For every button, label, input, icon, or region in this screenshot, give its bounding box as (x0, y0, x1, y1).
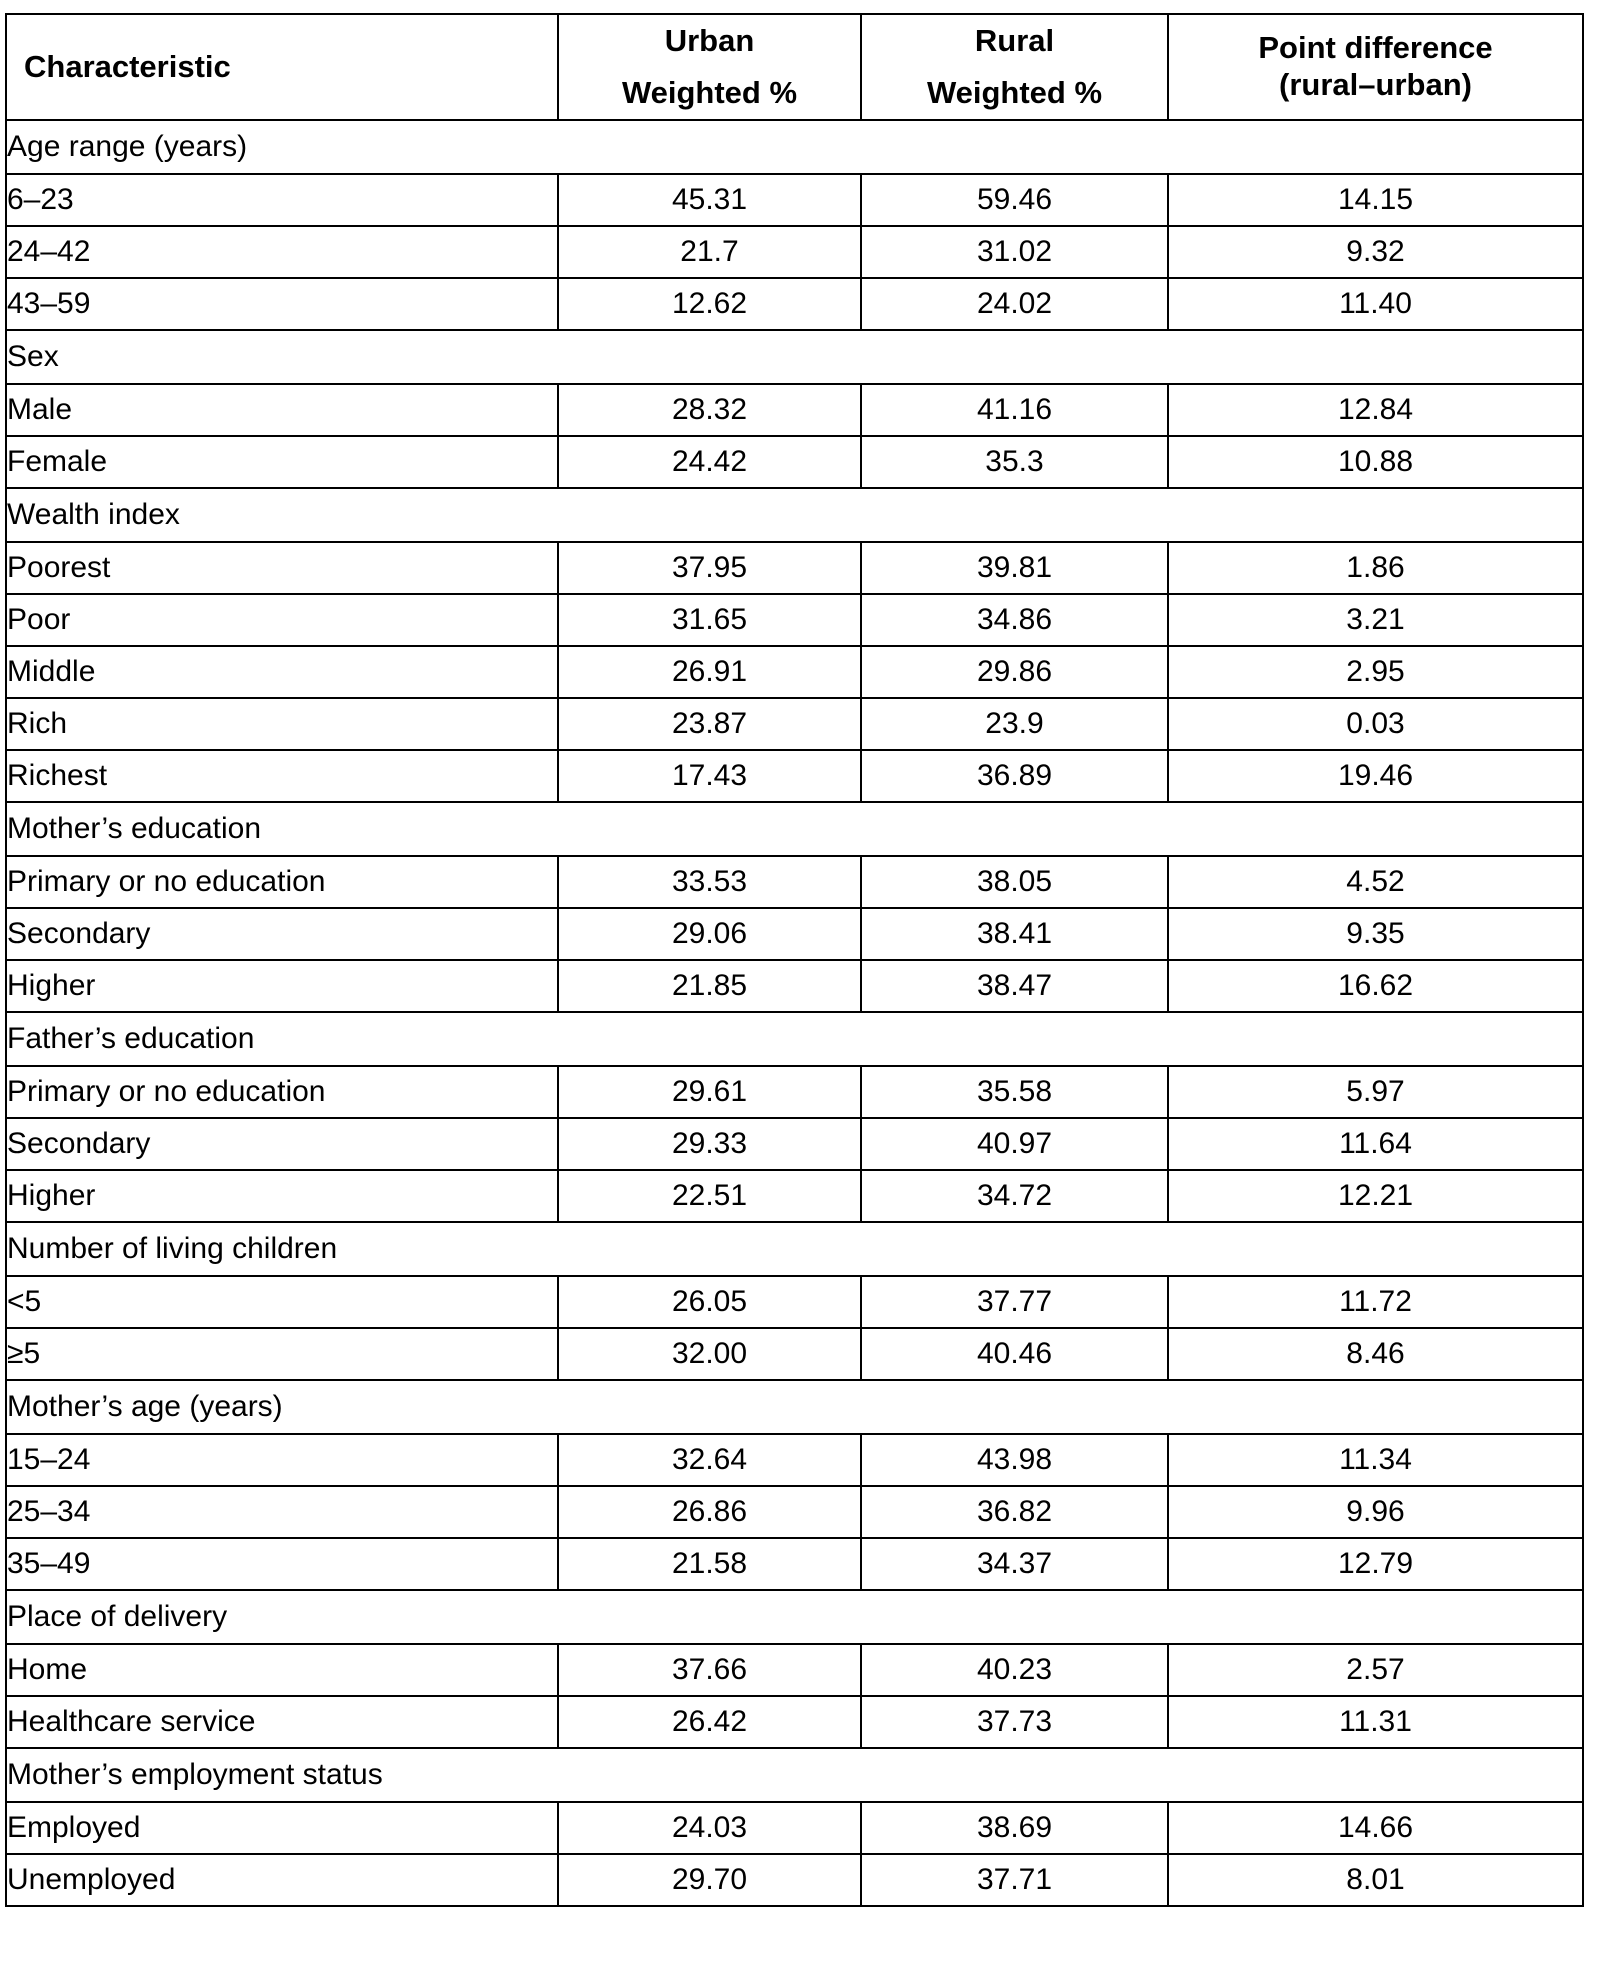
row-label: 43–59 (6, 278, 558, 330)
cell-rural-weighted: 40.23 (861, 1644, 1168, 1696)
row-label: Male (6, 384, 558, 436)
cell-point-difference: 14.15 (1168, 174, 1583, 226)
column-header-rural: Rural (861, 14, 1168, 67)
table-row (6, 436, 1583, 488)
cell-point-difference: 9.35 (1168, 908, 1583, 960)
cell-rural-weighted: 35.3 (861, 436, 1168, 488)
cell-urban-weighted: 26.42 (558, 1696, 861, 1748)
cell-point-difference: 9.32 (1168, 226, 1583, 278)
group-label: Age range (years) (6, 120, 1583, 174)
table-row (6, 1802, 1583, 1854)
cell-urban-weighted: 26.86 (558, 1486, 861, 1538)
table-row (6, 960, 1583, 1012)
row-label: Employed (6, 1802, 558, 1854)
row-label: Higher (6, 960, 558, 1012)
cell-urban-weighted: 29.61 (558, 1066, 861, 1118)
table-body (6, 120, 1583, 1906)
cell-urban-weighted: 21.58 (558, 1538, 861, 1590)
cell-rural-weighted: 38.69 (861, 1802, 1168, 1854)
row-label: ≥5 (6, 1328, 558, 1380)
group-label: Mother’s employment status (6, 1748, 1583, 1802)
table-group-row (6, 1590, 1583, 1644)
cell-urban-weighted: 28.32 (558, 384, 861, 436)
cell-point-difference: 11.31 (1168, 1696, 1583, 1748)
row-label: Secondary (6, 908, 558, 960)
cell-urban-weighted: 37.66 (558, 1644, 861, 1696)
table-row (6, 1276, 1583, 1328)
group-label: Mother’s age (years) (6, 1380, 1583, 1434)
cell-rural-weighted: 37.71 (861, 1854, 1168, 1906)
cell-urban-weighted: 24.42 (558, 436, 861, 488)
cell-rural-weighted: 36.82 (861, 1486, 1168, 1538)
cell-urban-weighted: 21.7 (558, 226, 861, 278)
table-row (6, 1854, 1583, 1906)
cell-rural-weighted: 31.02 (861, 226, 1168, 278)
cell-urban-weighted: 22.51 (558, 1170, 861, 1222)
group-label: Place of delivery (6, 1590, 1583, 1644)
cell-rural-weighted: 41.16 (861, 384, 1168, 436)
table-group-row (6, 1012, 1583, 1066)
cell-rural-weighted: 37.77 (861, 1276, 1168, 1328)
row-label: 25–34 (6, 1486, 558, 1538)
table-row (6, 1538, 1583, 1590)
cell-rural-weighted: 23.9 (861, 698, 1168, 750)
table-row (6, 542, 1583, 594)
cell-urban-weighted: 26.91 (558, 646, 861, 698)
column-subheader-urban-weighted: Weighted % (558, 67, 861, 120)
cell-urban-weighted: 29.33 (558, 1118, 861, 1170)
cell-urban-weighted: 23.87 (558, 698, 861, 750)
row-label: 6–23 (6, 174, 558, 226)
cell-point-difference: 14.66 (1168, 1802, 1583, 1854)
cell-urban-weighted: 32.00 (558, 1328, 861, 1380)
point-difference-line-2: (rural–urban) (1279, 67, 1472, 102)
table-row (6, 856, 1583, 908)
cell-rural-weighted: 40.97 (861, 1118, 1168, 1170)
cell-rural-weighted: 35.58 (861, 1066, 1168, 1118)
column-subheader-rural-weighted: Weighted % (861, 67, 1168, 120)
group-label: Number of living children (6, 1222, 1583, 1276)
cell-rural-weighted: 40.46 (861, 1328, 1168, 1380)
row-label: Richest (6, 750, 558, 802)
table-row (6, 594, 1583, 646)
row-label: 24–42 (6, 226, 558, 278)
row-label: Unemployed (6, 1854, 558, 1906)
table-row (6, 1696, 1583, 1748)
cell-urban-weighted: 24.03 (558, 1802, 861, 1854)
row-label: Secondary (6, 1118, 558, 1170)
cell-rural-weighted: 37.73 (861, 1696, 1168, 1748)
cell-urban-weighted: 33.53 (558, 856, 861, 908)
column-header-urban: Urban (558, 14, 861, 67)
cell-rural-weighted: 34.37 (861, 1538, 1168, 1590)
column-header-point-difference (1168, 14, 1583, 120)
cell-urban-weighted: 31.65 (558, 594, 861, 646)
row-label: 35–49 (6, 1538, 558, 1590)
cell-urban-weighted: 29.70 (558, 1854, 861, 1906)
cell-urban-weighted: 17.43 (558, 750, 861, 802)
cell-point-difference: 1.86 (1168, 542, 1583, 594)
cell-point-difference: 12.84 (1168, 384, 1583, 436)
row-label: Primary or no education (6, 856, 558, 908)
table-group-row (6, 488, 1583, 542)
cell-rural-weighted: 43.98 (861, 1434, 1168, 1486)
group-label: Father’s education (6, 1012, 1583, 1066)
table-row (6, 646, 1583, 698)
row-label: Healthcare service (6, 1696, 558, 1748)
cell-rural-weighted: 39.81 (861, 542, 1168, 594)
table-group-row (6, 330, 1583, 384)
table-row (6, 1170, 1583, 1222)
table-header (6, 14, 1583, 120)
row-label: Poorest (6, 542, 558, 594)
row-label: Poor (6, 594, 558, 646)
table-group-row (6, 1380, 1583, 1434)
cell-point-difference: 19.46 (1168, 750, 1583, 802)
cell-point-difference: 0.03 (1168, 698, 1583, 750)
table-group-row (6, 1222, 1583, 1276)
cell-urban-weighted: 12.62 (558, 278, 861, 330)
table-row (6, 226, 1583, 278)
table-row (6, 1066, 1583, 1118)
cell-urban-weighted: 37.95 (558, 542, 861, 594)
cell-point-difference: 16.62 (1168, 960, 1583, 1012)
row-label: Primary or no education (6, 1066, 558, 1118)
cell-point-difference: 4.52 (1168, 856, 1583, 908)
table-row (6, 384, 1583, 436)
cell-urban-weighted: 32.64 (558, 1434, 861, 1486)
cell-point-difference: 11.64 (1168, 1118, 1583, 1170)
cell-urban-weighted: 29.06 (558, 908, 861, 960)
cell-point-difference: 10.88 (1168, 436, 1583, 488)
cell-rural-weighted: 38.05 (861, 856, 1168, 908)
row-label: 15–24 (6, 1434, 558, 1486)
table-group-row (6, 1748, 1583, 1802)
cell-point-difference: 5.97 (1168, 1066, 1583, 1118)
cell-rural-weighted: 34.86 (861, 594, 1168, 646)
table-row (6, 174, 1583, 226)
column-header-characteristic: Characteristic (6, 14, 558, 120)
cell-rural-weighted: 34.72 (861, 1170, 1168, 1222)
cell-point-difference: 2.95 (1168, 646, 1583, 698)
cell-rural-weighted: 29.86 (861, 646, 1168, 698)
cell-point-difference: 8.01 (1168, 1854, 1583, 1906)
cell-rural-weighted: 24.02 (861, 278, 1168, 330)
cell-point-difference: 12.79 (1168, 1538, 1583, 1590)
header-row-primary (6, 14, 1583, 67)
table-row (6, 278, 1583, 330)
cell-urban-weighted: 45.31 (558, 174, 861, 226)
cell-rural-weighted: 59.46 (861, 174, 1168, 226)
table-row (6, 1434, 1583, 1486)
cell-point-difference: 11.72 (1168, 1276, 1583, 1328)
cell-rural-weighted: 38.47 (861, 960, 1168, 1012)
point-difference-line-1: Point difference (1258, 30, 1493, 66)
cell-rural-weighted: 36.89 (861, 750, 1168, 802)
table-row (6, 1118, 1583, 1170)
cell-point-difference: 9.96 (1168, 1486, 1583, 1538)
group-label: Wealth index (6, 488, 1583, 542)
row-label: Middle (6, 646, 558, 698)
characteristics-table (5, 13, 1584, 1907)
table-row (6, 698, 1583, 750)
table-row (6, 1486, 1583, 1538)
row-label: Higher (6, 1170, 558, 1222)
row-label: Female (6, 436, 558, 488)
table-group-row (6, 802, 1583, 856)
table-row (6, 1644, 1583, 1696)
cell-point-difference: 8.46 (1168, 1328, 1583, 1380)
table-row (6, 750, 1583, 802)
cell-point-difference: 12.21 (1168, 1170, 1583, 1222)
table-row (6, 908, 1583, 960)
group-label: Mother’s education (6, 802, 1583, 856)
cell-point-difference: 3.21 (1168, 594, 1583, 646)
cell-point-difference: 11.34 (1168, 1434, 1583, 1486)
row-label: <5 (6, 1276, 558, 1328)
cell-urban-weighted: 21.85 (558, 960, 861, 1012)
group-label: Sex (6, 330, 1583, 384)
cell-point-difference: 11.40 (1168, 278, 1583, 330)
cell-urban-weighted: 26.05 (558, 1276, 861, 1328)
cell-rural-weighted: 38.41 (861, 908, 1168, 960)
cell-point-difference: 2.57 (1168, 1644, 1583, 1696)
row-label: Rich (6, 698, 558, 750)
table-row (6, 1328, 1583, 1380)
table-group-row (6, 120, 1583, 174)
row-label: Home (6, 1644, 558, 1696)
